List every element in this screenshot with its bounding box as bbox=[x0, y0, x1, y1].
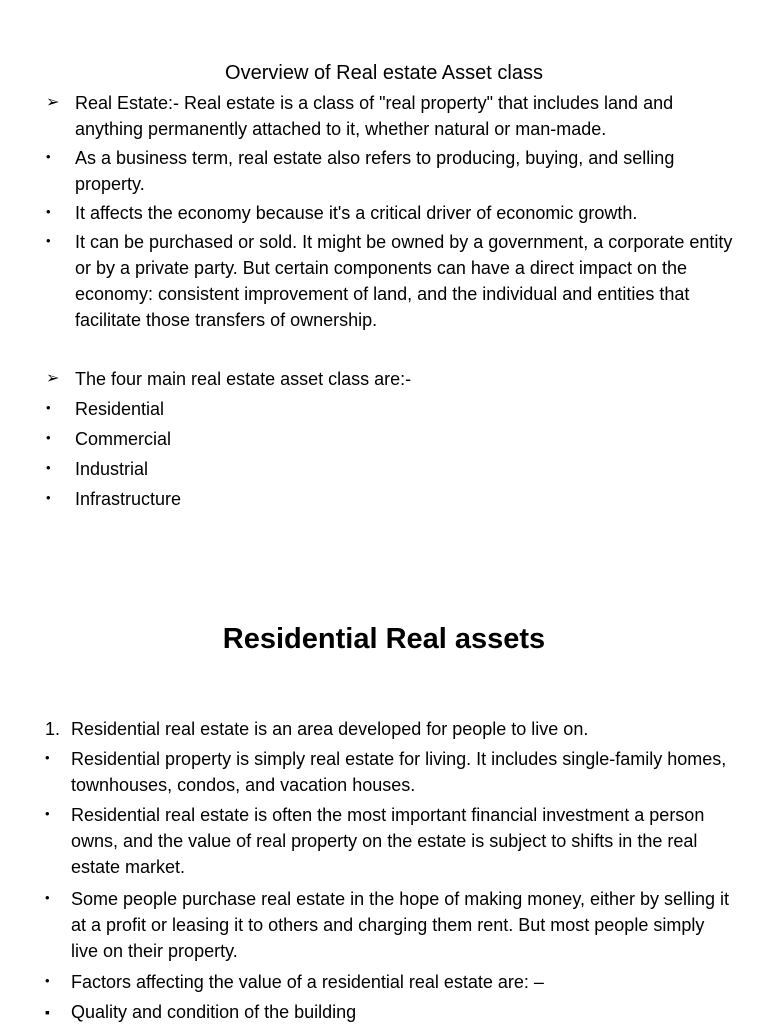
bullet-icon: • bbox=[46, 233, 51, 248]
list-item-text: It can be purchased or sold. It might be owned by a government, a corporate entity or by a private party. But certain components can have a direct impact on the economy: consistent improvement of land, and the individual and entities that facilitate those transfers of ownership. bbox=[75, 232, 733, 330]
list-item-text: Residential property is simply real estate for living. It includes single-family homes, townhouses, condos, and vacation houses. bbox=[71, 749, 727, 795]
list-item-infrastructure bbox=[46, 486, 746, 512]
list-item-asset-classes-intro bbox=[46, 366, 746, 392]
list-item-text: It affects the economy because it's a critical driver of economic growth. bbox=[75, 203, 638, 223]
list-item-industrial bbox=[46, 456, 746, 482]
bullet-icon: • bbox=[45, 890, 50, 905]
list-item-text: Real Estate:- Real estate is a class of "real property" that includes land and anything permanently attached to it, whether natural or man-made. bbox=[75, 93, 674, 139]
list-number: 1. bbox=[45, 719, 61, 739]
list-item-text: Quality and condition of the building bbox=[71, 1002, 357, 1022]
list-item bbox=[45, 802, 745, 880]
list-item bbox=[46, 200, 746, 226]
bullet-icon: • bbox=[46, 430, 51, 445]
arrow-bullet-icon: ➢ bbox=[46, 94, 60, 111]
bullet-icon: • bbox=[46, 149, 51, 164]
list-item-residential bbox=[46, 396, 746, 422]
list-item-text: The four main real estate asset class are:- bbox=[75, 369, 412, 389]
list-item-text: Residential real estate is an area developed for people to live on. bbox=[71, 719, 589, 739]
list-item-text: Factors affecting the value of a residential real estate are: – bbox=[71, 972, 544, 992]
list-item-text: Residential bbox=[75, 399, 165, 419]
bullet-icon: • bbox=[45, 806, 50, 821]
list-item-text: Residential real estate is often the most important financial investment a person owns, and the value of real property on the estate is subject to shifts in the real estate market. bbox=[71, 805, 705, 877]
bullet-icon: • bbox=[45, 973, 50, 988]
list-item-text: Infrastructure bbox=[75, 489, 182, 509]
bullet-icon: • bbox=[46, 204, 51, 219]
list-item-commercial bbox=[46, 426, 746, 452]
list-item-numbered bbox=[45, 716, 745, 742]
list-item-real-estate-definition bbox=[46, 90, 746, 142]
section-title-residential: Residential Real assets bbox=[222, 623, 546, 655]
section-title-overview: Overview of Real estate Asset class bbox=[225, 62, 543, 84]
bullet-icon: • bbox=[46, 400, 51, 415]
list-item bbox=[46, 229, 746, 333]
list-item-text: Industrial bbox=[75, 459, 149, 479]
square-bullet-icon: ▪ bbox=[45, 1004, 50, 1020]
list-item-text: As a business term, real estate also refers to producing, buying, and selling property. bbox=[75, 148, 675, 194]
list-item-text: Some people purchase real estate in the hope of making money, either by selling it at a profit or leasing it to others and charging them rent. But most people simply live on their property. bbox=[71, 889, 730, 961]
list-item bbox=[45, 886, 745, 964]
arrow-bullet-icon: ➢ bbox=[46, 370, 60, 387]
list-item bbox=[46, 145, 746, 197]
list-item bbox=[45, 969, 745, 995]
bullet-icon: • bbox=[46, 460, 51, 475]
bullet-icon: • bbox=[46, 490, 51, 505]
list-item-text: Commercial bbox=[75, 429, 172, 449]
list-item bbox=[45, 746, 745, 798]
list-item bbox=[45, 999, 745, 1025]
bullet-icon: • bbox=[45, 750, 50, 765]
